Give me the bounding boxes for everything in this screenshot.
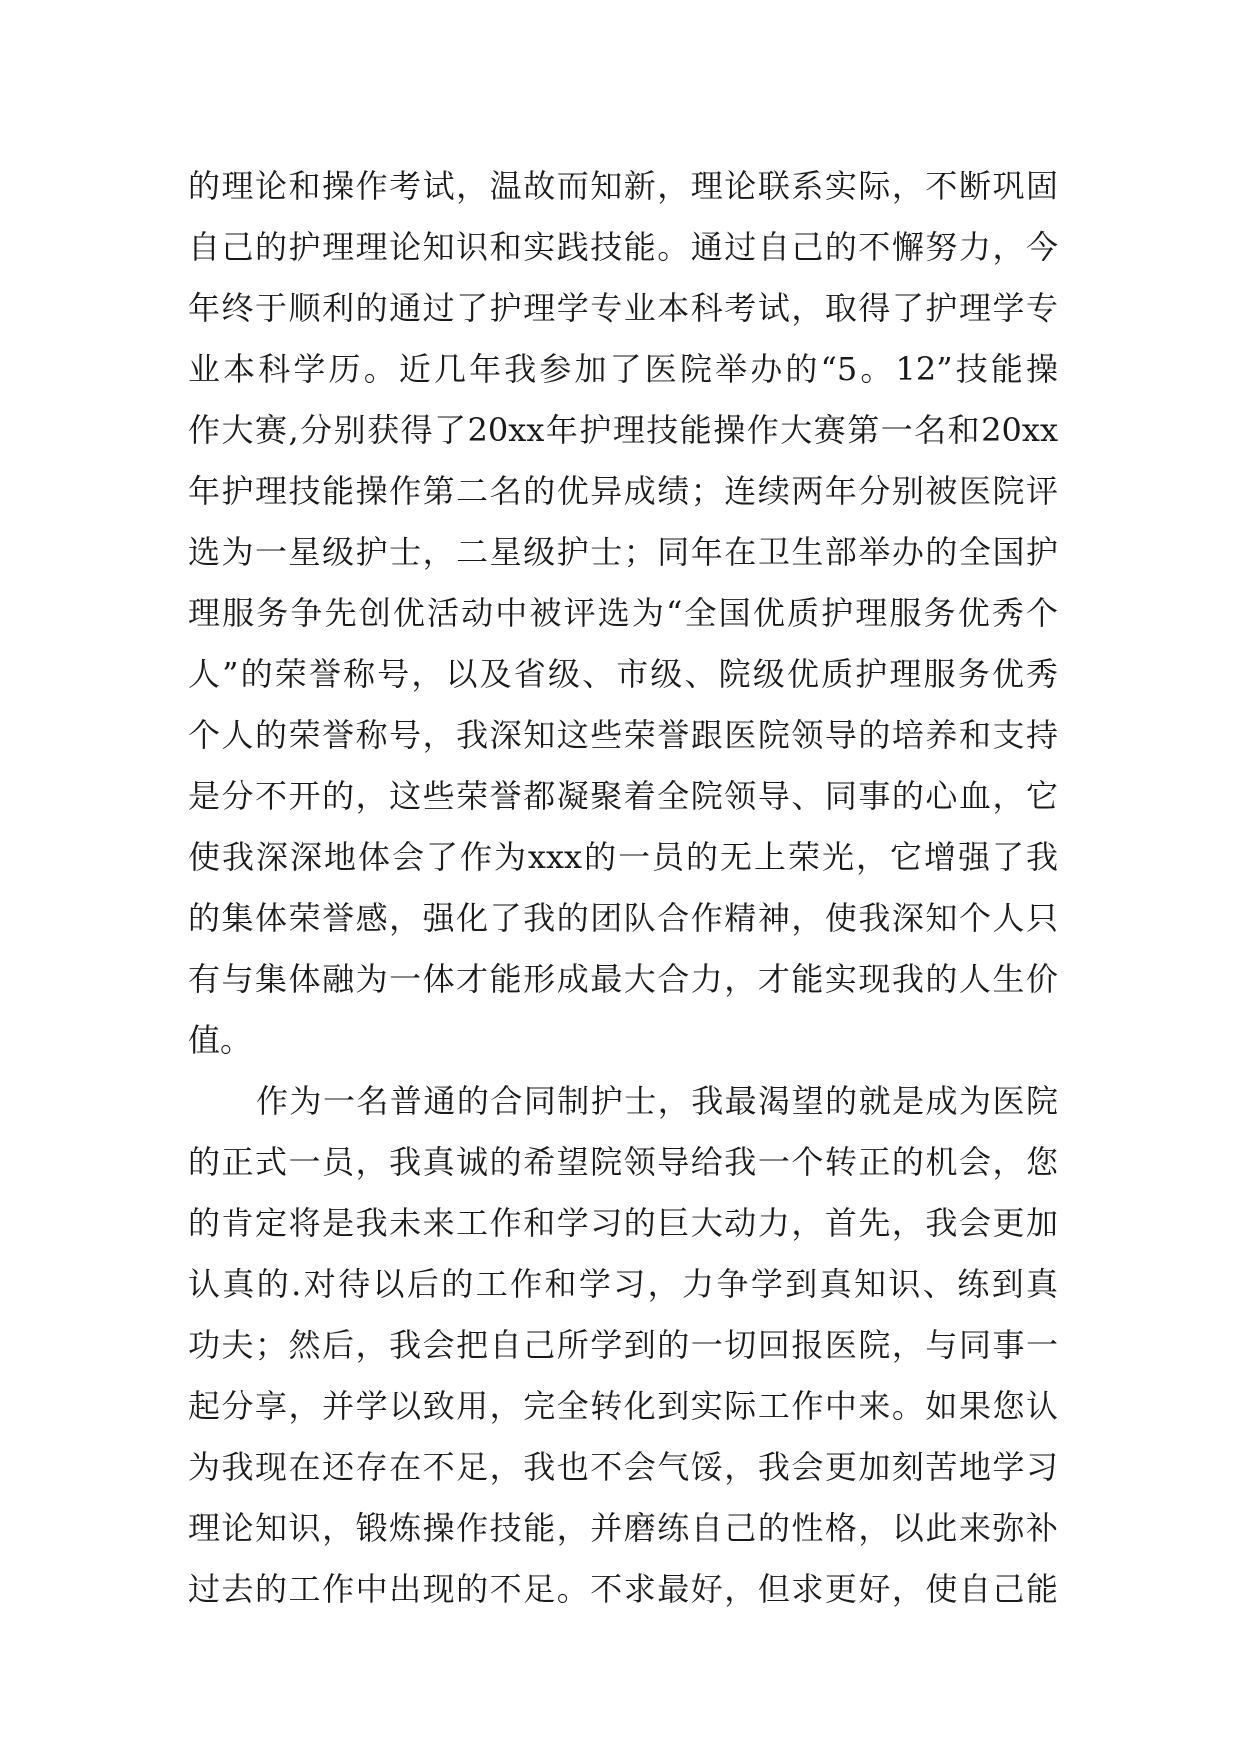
body-text — [188, 156, 1058, 1620]
text-line: 起分享，并学以致用，完全转化到实际工作中来。如果您认 — [188, 1387, 1058, 1425]
text-line: 年终于顺利的通过了护理学专业本科考试，取得了护理学专 — [188, 289, 1058, 327]
text-line: 是分不开的，这些荣誉都凝聚着全院领导、同事的心血，它 — [188, 777, 1058, 815]
paragraph-2 — [188, 1071, 1058, 1620]
text-line: 理服务争先创优活动中被评选为“全国优质护理服务优秀个 — [188, 594, 1058, 632]
text-line: 选为一星级护士，二星级护士；同年在卫生部举办的全国护 — [188, 533, 1058, 571]
text-line: 有与集体融为一体才能形成最大合力，才能实现我的人生价 — [188, 960, 1058, 998]
text-line: 的肯定将是我未来工作和学习的巨大动力，首先，我会更加 — [188, 1204, 1058, 1242]
text-line: 业本科学历。近几年我参加了医院举办的“5。12”技能操 — [188, 350, 1058, 388]
text-line: 值。 — [188, 1021, 253, 1059]
text-line: 理论知识，锻炼操作技能，并磨练自己的性格，以此来弥补 — [188, 1509, 1058, 1547]
text-line: 人”的荣誉称号，以及省级、市级、院级优质护理服务优秀 — [188, 655, 1058, 693]
text-line: 自己的护理理论知识和实践技能。通过自己的不懈努力，今 — [188, 228, 1058, 266]
text-line: 的集体荣誉感，强化了我的团队合作精神，使我深知个人只 — [188, 899, 1058, 937]
paragraph-1 — [188, 156, 1058, 1071]
text-line: 作为一名普通的合同制护士，我最渴望的就是成为医院 — [256, 1082, 1058, 1120]
text-line: 认真的.对待以后的工作和学习，力争学到真知识、练到真 — [188, 1265, 1058, 1303]
text-line: 的正式一员，我真诚的希望院领导给我一个转正的机会，您 — [188, 1143, 1058, 1181]
text-line: 的理论和操作考试，温故而知新，理论联系实际，不断巩固 — [188, 167, 1058, 205]
text-line: 使我深深地体会了作为xxx的一员的无上荣光，它增强了我 — [188, 838, 1058, 876]
text-line: 过去的工作中出现的不足。不求最好，但求更好，使自己能 — [188, 1570, 1058, 1608]
text-line: 年护理技能操作第二名的优异成绩；连续两年分别被医院评 — [188, 472, 1058, 510]
text-line: 为我现在还存在不足，我也不会气馁，我会更加刻苦地学习 — [188, 1448, 1058, 1486]
text-line: 个人的荣誉称号，我深知这些荣誉跟医院领导的培养和支持 — [188, 716, 1058, 754]
text-line: 功夫；然后，我会把自己所学到的一切回报医院，与同事一 — [188, 1326, 1058, 1364]
text-line: 作大赛,分别获得了20xx年护理技能操作大赛第一名和20xx — [188, 411, 1058, 449]
